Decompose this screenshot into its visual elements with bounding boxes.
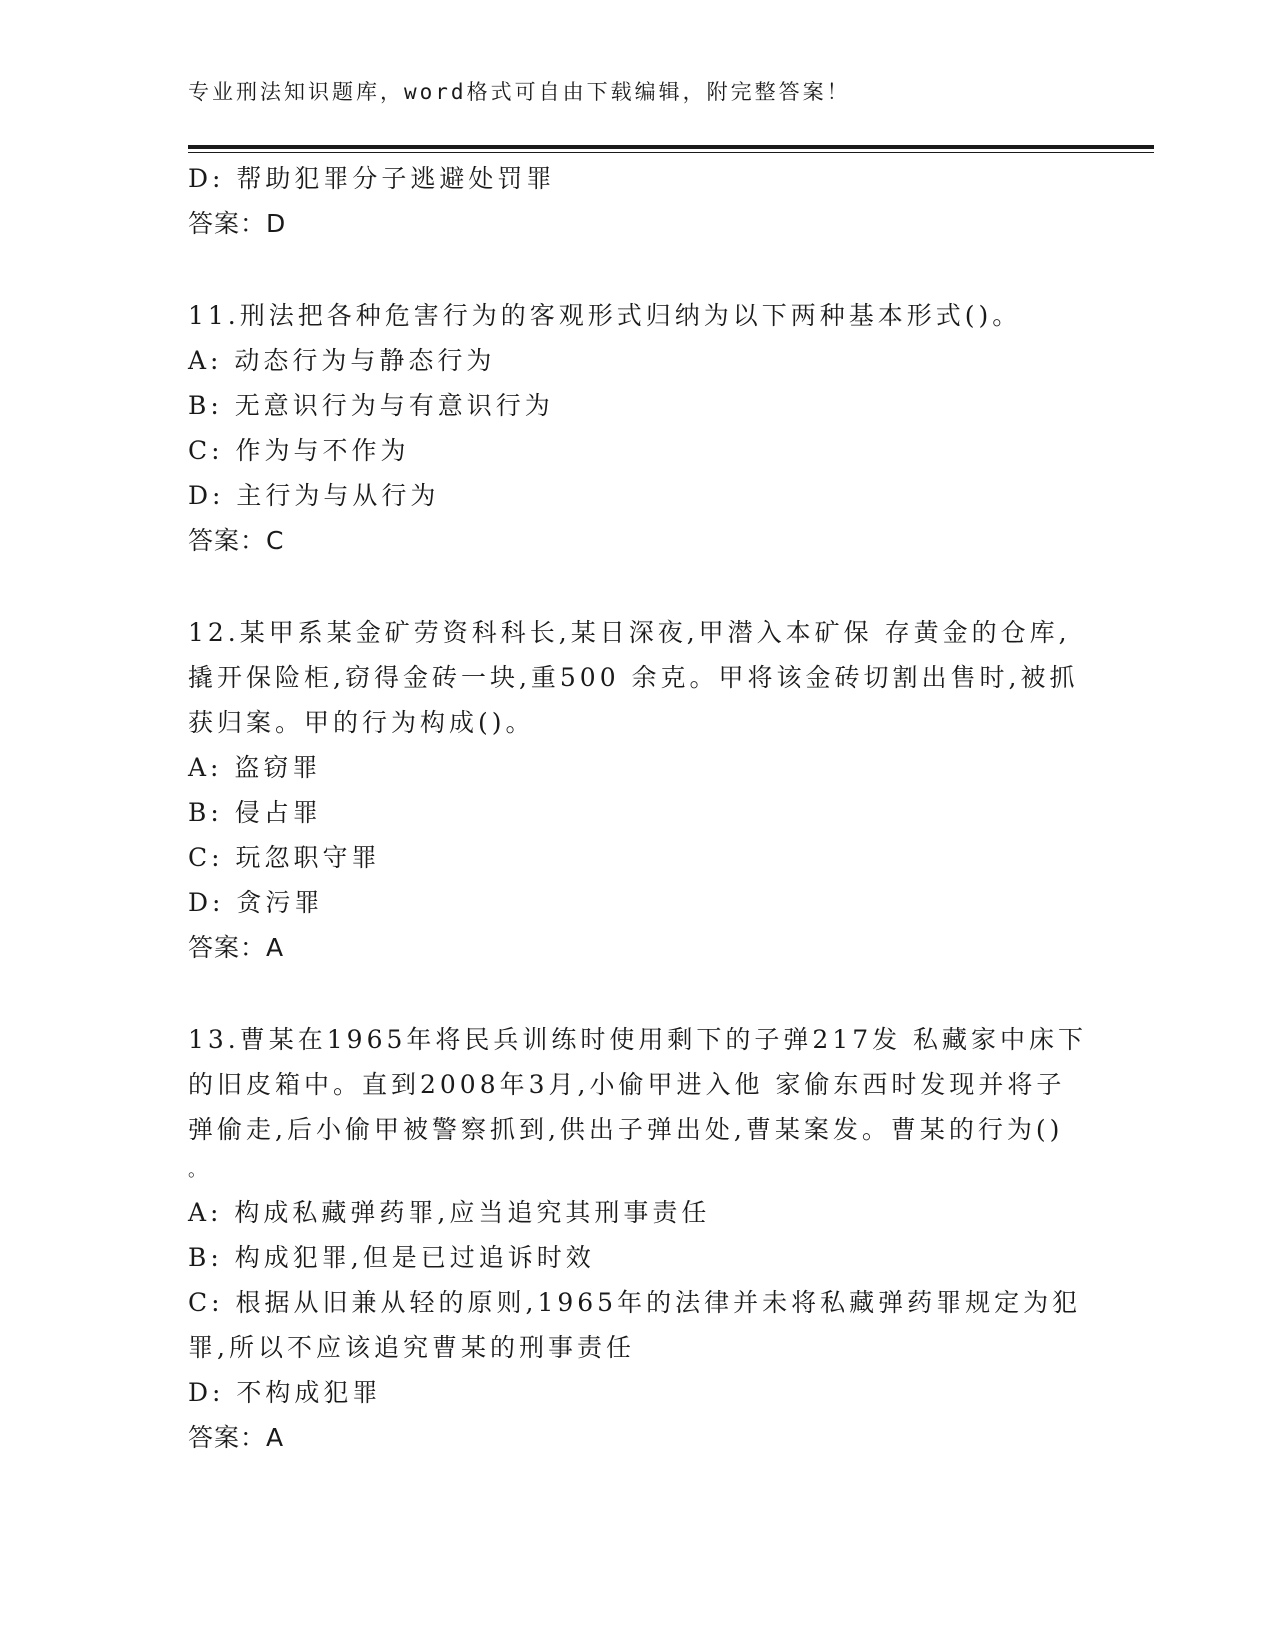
question-13-stem-line-4: 。 — [188, 1160, 210, 1181]
question-13-answer: 答案：A — [188, 1423, 285, 1452]
question-11-option-c: C: 作为与不作为 — [188, 436, 410, 465]
question-13-option-c-line-2: 罪,所以不应该追究曹某的刑事责任 — [188, 1333, 635, 1362]
question-gap — [188, 970, 1088, 1017]
question-11-answer: 答案：C — [188, 526, 285, 555]
prev-option-d: D: 帮助犯罪分子逃避处罚罪 — [188, 164, 556, 193]
question-13-option-d: D: 不构成犯罪 — [188, 1378, 382, 1407]
question-content — [188, 156, 1088, 1460]
question-gap — [188, 563, 1088, 610]
header-divider-thick — [188, 145, 1154, 149]
question-13-stem-line-3: 弹偷走,后小偷甲被警察抓到,供出子弹出处,曹某案发。曹某的行为() — [188, 1115, 1064, 1144]
question-12-answer: 答案：A — [188, 933, 285, 962]
question-12-option-a: A: 盗窃罪 — [188, 753, 322, 782]
question-12-option-c: C: 玩忽职守罪 — [188, 843, 381, 872]
question-13-option-c-line-1: C: 根据从旧兼从轻的原则,1965年的法律并未将私藏弹药罪规定为犯 — [188, 1288, 1082, 1317]
question-13-option-a: A: 构成私藏弹药罪,应当追究其刑事责任 — [188, 1198, 711, 1227]
question-11-option-b: B: 无意识行为与有意识行为 — [188, 391, 554, 420]
question-13-option-b: B: 构成犯罪,但是已过追诉时效 — [188, 1243, 595, 1272]
question-11-stem-line-1: 11.刑法把各种危害行为的客观形式归纳为以下两种基本形式()。 — [188, 301, 1022, 330]
question-gap — [188, 246, 1088, 293]
question-13-stem-line-1: 13.曹某在1965年将民兵训练时使用剩下的子弹217发 私藏家中床下 — [188, 1025, 1088, 1054]
question-12-stem-line-1: 12.某甲系某金矿劳资科科长,某日深夜,甲潜入本矿保 存黄金的仓库, — [188, 618, 1071, 647]
question-11-option-a: A: 动态行为与静态行为 — [188, 346, 496, 375]
question-12-stem-line-2: 撬开保险柜,窃得金砖一块,重500 余克。甲将该金砖切割出售时,被抓 — [188, 663, 1079, 692]
question-12-option-d: D: 贪污罪 — [188, 888, 324, 917]
question-11-option-d: D: 主行为与从行为 — [188, 481, 440, 510]
page-header: 专业刑法知识题库，word格式可自由下载编辑，附完整答案！ — [188, 80, 851, 104]
question-12-stem-line-3: 获归案。甲的行为构成()。 — [188, 708, 535, 737]
header-divider-thin — [188, 152, 1154, 153]
question-12-option-b: B: 侵占罪 — [188, 798, 322, 827]
question-13-stem-line-2: 的旧皮箱中。直到2008年3月,小偷甲进入他 家偷东西时发现并将子 — [188, 1070, 1066, 1099]
prev-answer: 答案：D — [188, 209, 287, 238]
